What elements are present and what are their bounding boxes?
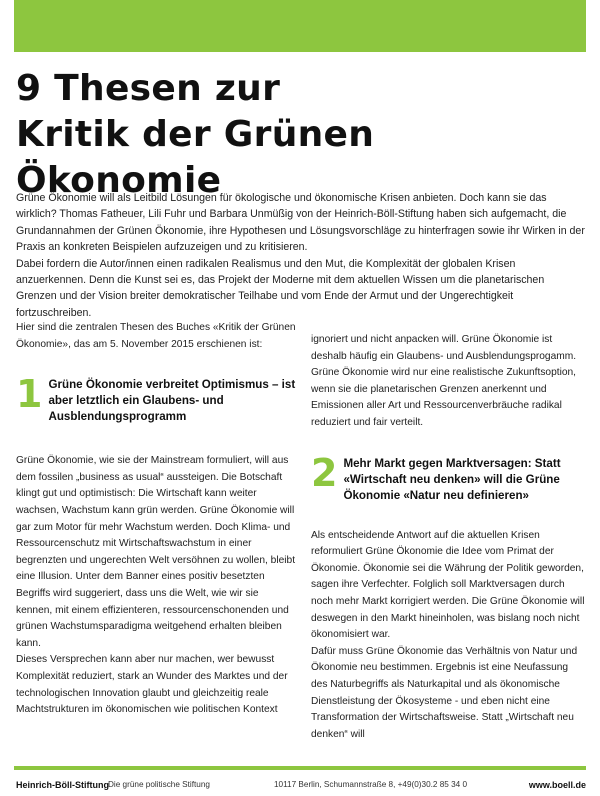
page-title (16, 66, 586, 204)
footer-address: 10117 Berlin, Schumannstraße 8, +49(0)30.2 85 34 0 (274, 780, 468, 789)
thesis-heading: Mehr Markt gegen Marktversagen: Statt «Wirtschaft neu denken» will die Grüne Ökonomie «Natur neu definieren» (343, 456, 561, 502)
intro-paragraph: Grüne Ökonomie will als Leitbild Lösungen für ökologische und ökonomische Krisen anbieten. Doch kann sie das wirklich? Thomas Fatheuer, Lili Fuhr und Barbara Unmüßig von der Heinrich-Böll-Stiftung haben sich aufgemacht, die Grundannahmen der Grünen Ökonomie, ihre Hypothesen und Lösungsvorschläge zu hinterfragen sowie ihr Wirken in der Praxis an konkreten Beispielen aufzuzeigen und zu kritisieren. (16, 192, 585, 254)
title-line-1: 9 Thesen zur (16, 68, 281, 109)
footer-tagline: Die grüne politische Stiftung (108, 780, 210, 789)
thesis-2 (311, 450, 587, 504)
lead-paragraph: Hier sind die zentralen Thesen des Buches «Kritik der Grünen Ökonomie», das am 5. November 2015 erschienen ist: (16, 322, 296, 350)
footer-website-link[interactable]: www.boell.de (528, 780, 586, 790)
title-line-2: Kritik der Grünen Ökonomie (16, 114, 375, 201)
left-column (16, 320, 296, 719)
thesis-1 (16, 372, 296, 425)
thesis-number: 1 (16, 372, 43, 417)
footer-organization: Heinrich-Böll-Stiftung (16, 780, 109, 790)
intro-paragraph: Dabei fordern die Autor/innen einen radikalen Realismus und den Mut, die Komplexität der globalen Krisen anzuerkennen. Denn die Kunst sei es, das Projekt der Moderne mit dem aktuellen Wissen um die planetarischen Grenzen und der Vision breiter demokratischer Teilhabe und vom Ende der Armut und der Ungerechtigkeit fortzuschreiben. (16, 257, 545, 319)
intro-text (16, 190, 586, 321)
body-paragraph: Dieses Versprechen kann aber nur machen, wer bewusst Komplexität reduziert, stark an Wunder des Marktes und der technologischen Innovation glaubt und gleichzeitig reale Machtstrukturen im ökonomischen wie politischen Kontext (16, 654, 288, 716)
right-column (311, 332, 587, 743)
body-paragraph: ignoriert und nicht anpacken will. Grüne Ökonomie ist deshalb häufig ein Glaubens- und Ausblendungsprogamm. Grüne Ökonomie wird nur eine realistische Zukunftsoption, wenn sie die planetarischen Grenzen anerkennt und Emissionen aller Art und Ressourcenverbräuche radikal reduziert und fair verteilt. (311, 334, 577, 428)
footer (16, 778, 586, 792)
header-accent-bar (14, 0, 586, 52)
footer-accent-bar (14, 766, 586, 770)
thesis-heading: Grüne Ökonomie verbreitet Optimismus – ist aber letztlich ein Glaubens- und Ausblendungsprogramm (48, 378, 296, 424)
body-paragraph: Als entscheidende Antwort auf die aktuellen Krisen reformuliert Grüne Ökonomie die Idee vom Primat der Ökonomie. Ökonomie sei die Währung der Politik geworden, sagen ihre Verfechter. Folglich soll Marktversagen durch noch mehr Markt korrigiert werden. Die Grüne Ökonomie will deswegen in den Markt hineinholen, was bislang noch nicht ökonomisiert war. (311, 529, 585, 641)
thesis-number: 2 (311, 450, 338, 495)
body-paragraph: Grüne Ökonomie, wie sie der Mainstream formuliert, will aus dem fossilen „business as usual“ aussteigen. Die Botschaft klingt gut und optimistisch: Die Wirtschaft kann weiter wachsen, Wachstum kann grün werden. Grüne Ökonomie will gar zum Motor für mehr Wachstum werden. Doch Klima- und Ressourcenschutz mit Wirtschaftswachstum in einer begrenzten und ungerechten Welt versöhnen zu wollen, bleibt eine Illusion. Unter dem Banner eines positiv besetzten Begriffs wird suggeriert, dass uns die Welt, wie wir sie kennen, mit einem effizienteren, ressourcenschonenden und grünen Wachstumsparadigma weitgehend erhalten bleiben kann. (16, 455, 296, 649)
body-paragraph: Dafür muss Grüne Ökonomie das Verhältnis von Natur und Ökonomie neu bestimmen. Ergebnis ist eine Neufassung des Naturbegriffs als Naturkapital und als ökonomische Dienstleistung der Ökosysteme - und eben nicht eine Transformation der Wirtschaftsweise. Statt „Wirtschaft neu denken“ will (311, 645, 578, 740)
